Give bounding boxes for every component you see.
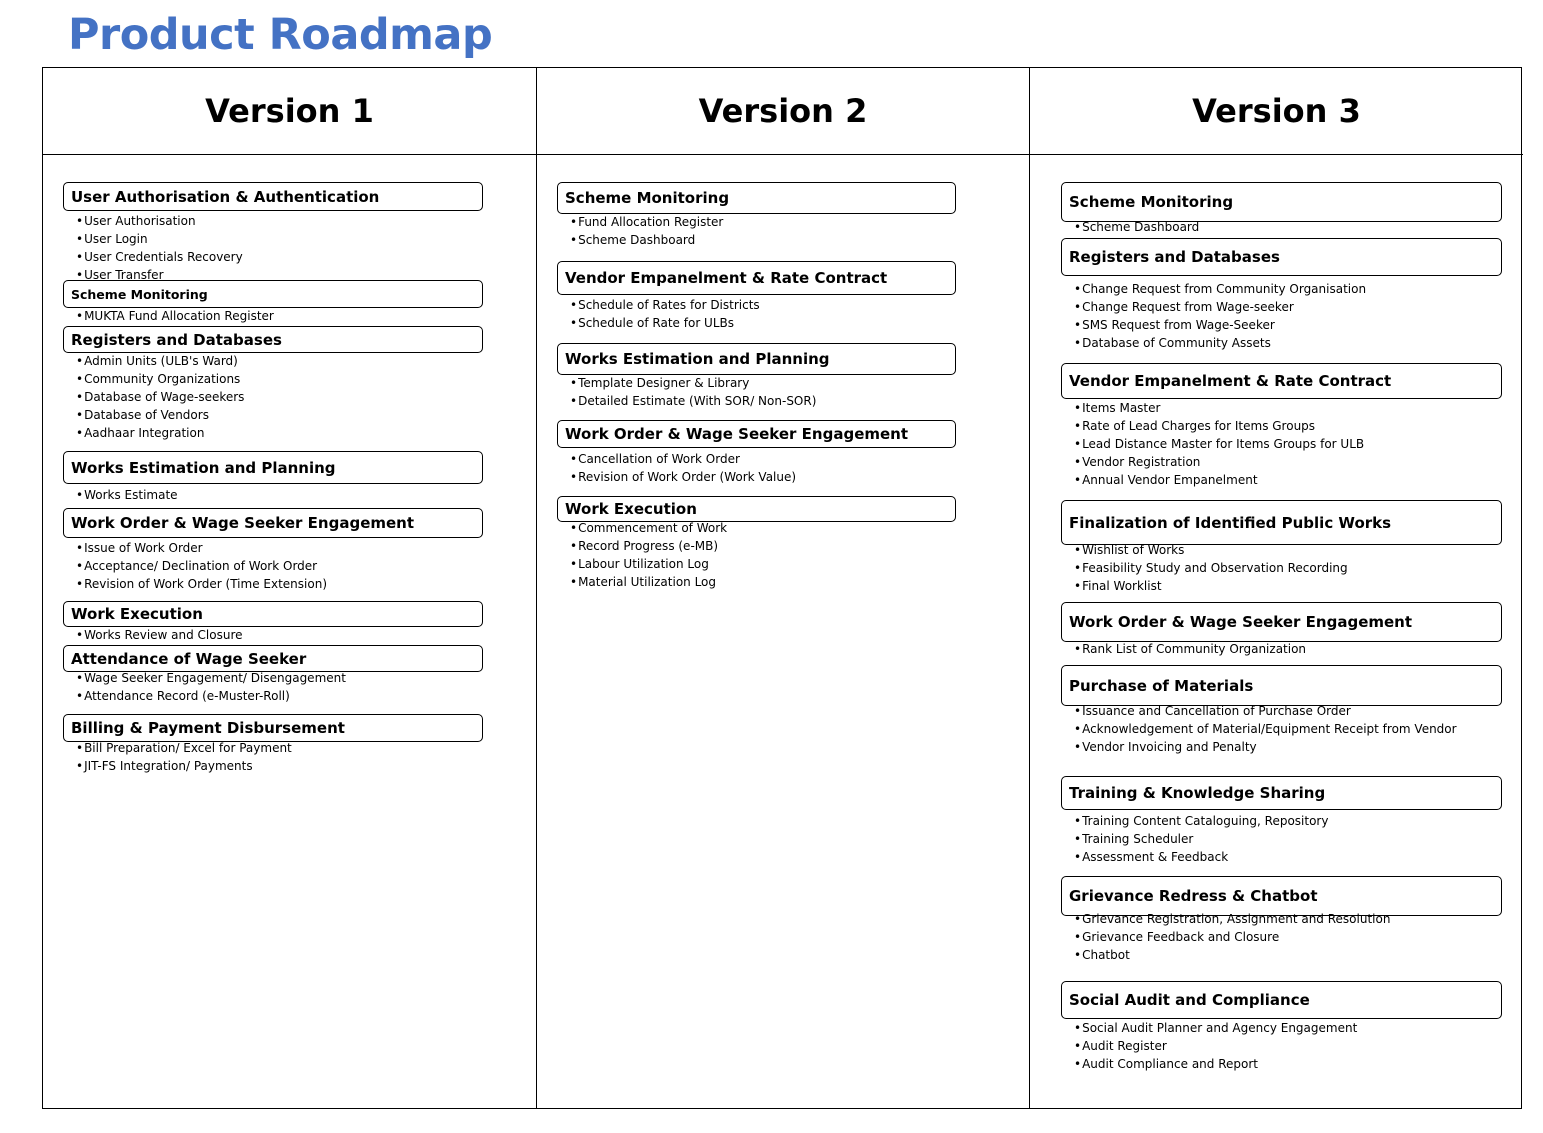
feature-group-title: Scheme Monitoring <box>63 280 483 308</box>
feature-item: • Audit Compliance and Report <box>1074 1055 1357 1073</box>
feature-list <box>1074 702 1457 756</box>
feature-group-title: Work Order & Wage Seeker Engagement <box>557 420 956 448</box>
feature-item: • Acknowledgement of Material/Equipment Receipt from Vendor <box>1074 720 1457 738</box>
feature-list <box>570 213 723 249</box>
feature-group-title: Finalization of Identified Public Works <box>1061 500 1502 545</box>
feature-item: • Social Audit Planner and Agency Engagement <box>1074 1019 1357 1037</box>
feature-group-title: Grievance Redress & Chatbot <box>1061 876 1502 916</box>
feature-group-title: Vendor Empanelment & Rate Contract <box>1061 363 1502 399</box>
feature-group-title: Works Estimation and Planning <box>63 451 483 484</box>
feature-item: • Aadhaar Integration <box>76 424 244 442</box>
version-2-column <box>536 68 1029 1108</box>
feature-item: • Vendor Invoicing and Penalty <box>1074 738 1457 756</box>
feature-group-title: Registers and Databases <box>1061 238 1502 276</box>
feature-item: • Community Organizations <box>76 370 244 388</box>
feature-item: • Change Request from Community Organisation <box>1074 280 1366 298</box>
version-heading: Version 3 <box>1030 68 1523 155</box>
feature-item: • Items Master <box>1074 399 1364 417</box>
feature-list <box>1074 399 1364 489</box>
feature-item: • Training Content Cataloguing, Repository <box>1074 812 1328 830</box>
feature-list <box>570 374 816 410</box>
feature-item: • Schedule of Rates for Districts <box>570 296 760 314</box>
version-3-column <box>1029 68 1523 1108</box>
feature-item: • Rank List of Community Organization <box>1074 640 1306 658</box>
roadmap-table <box>42 67 1522 1109</box>
feature-group-title: Social Audit and Compliance <box>1061 981 1502 1019</box>
feature-list <box>76 739 292 775</box>
feature-item: • Cancellation of Work Order <box>570 450 796 468</box>
feature-item: • Revision of Work Order (Time Extension) <box>76 575 327 593</box>
feature-group-title: Attendance of Wage Seeker <box>63 645 483 672</box>
feature-list <box>1074 280 1366 352</box>
feature-item: • Commencement of Work <box>570 519 727 537</box>
feature-list <box>76 307 274 325</box>
feature-item: • Database of Vendors <box>76 406 244 424</box>
feature-list <box>1074 541 1348 595</box>
feature-group-title: Works Estimation and Planning <box>557 343 956 375</box>
feature-list <box>1074 910 1390 964</box>
page-title: Product Roadmap <box>68 10 493 60</box>
feature-item: • Material Utilization Log <box>570 573 727 591</box>
feature-item: • Bill Preparation/ Excel for Payment <box>76 739 292 757</box>
feature-list <box>76 626 243 644</box>
feature-list <box>1074 812 1328 866</box>
feature-item: • Detailed Estimate (With SOR/ Non-SOR) <box>570 392 816 410</box>
feature-item: • Grievance Registration, Assignment and Resolution <box>1074 910 1390 928</box>
feature-item: • Rate of Lead Charges for Items Groups <box>1074 417 1364 435</box>
feature-item: • Change Request from Wage-seeker <box>1074 298 1366 316</box>
feature-item: • Assessment & Feedback <box>1074 848 1328 866</box>
feature-item: • Record Progress (e-MB) <box>570 537 727 555</box>
feature-item: • Attendance Record (e-Muster-Roll) <box>76 687 346 705</box>
feature-item: • Wage Seeker Engagement/ Disengagement <box>76 669 346 687</box>
feature-group-title: Vendor Empanelment & Rate Contract <box>557 261 956 295</box>
feature-item: • Fund Allocation Register <box>570 213 723 231</box>
feature-list <box>1074 218 1199 236</box>
feature-group-title: Scheme Monitoring <box>1061 182 1502 222</box>
feature-list <box>1074 640 1306 658</box>
feature-list <box>570 450 796 486</box>
feature-item: • Admin Units (ULB's Ward) <box>76 352 244 370</box>
feature-item: • User Login <box>76 230 243 248</box>
feature-list <box>1074 1019 1357 1073</box>
feature-list <box>76 352 244 442</box>
feature-item: • Acceptance/ Declination of Work Order <box>76 557 327 575</box>
feature-item: • Grievance Feedback and Closure <box>1074 928 1390 946</box>
feature-list <box>570 519 727 591</box>
feature-group-title: Work Order & Wage Seeker Engagement <box>1061 602 1502 642</box>
feature-item: • Chatbot <box>1074 946 1390 964</box>
feature-item: • JIT-FS Integration/ Payments <box>76 757 292 775</box>
feature-item: • Lead Distance Master for Items Groups for ULB <box>1074 435 1364 453</box>
feature-group-title: Registers and Databases <box>63 326 483 353</box>
feature-list <box>76 669 346 705</box>
feature-item: • Wishlist of Works <box>1074 541 1348 559</box>
feature-item: • MUKTA Fund Allocation Register <box>76 307 274 325</box>
feature-item: • User Credentials Recovery <box>76 248 243 266</box>
feature-item: • Works Estimate <box>76 486 178 504</box>
feature-item: • User Authorisation <box>76 212 243 230</box>
feature-item: • Schedule of Rate for ULBs <box>570 314 760 332</box>
version-heading: Version 1 <box>43 68 536 155</box>
feature-item: • Vendor Registration <box>1074 453 1364 471</box>
feature-group-title: Work Execution <box>557 496 956 522</box>
feature-item: • Template Designer & Library <box>570 374 816 392</box>
feature-item: • User Transfer <box>76 266 243 284</box>
version-heading: Version 2 <box>537 68 1029 155</box>
feature-item: • Issue of Work Order <box>76 539 327 557</box>
feature-item: • SMS Request from Wage-Seeker <box>1074 316 1366 334</box>
feature-item: • Labour Utilization Log <box>570 555 727 573</box>
feature-item: • Annual Vendor Empanelment <box>1074 471 1364 489</box>
feature-group-title: Work Execution <box>63 601 483 627</box>
feature-item: • Final Worklist <box>1074 577 1348 595</box>
feature-group-title: Billing & Payment Disbursement <box>63 714 483 742</box>
feature-item: • Revision of Work Order (Work Value) <box>570 468 796 486</box>
feature-group-title: Purchase of Materials <box>1061 665 1502 706</box>
feature-item: • Scheme Dashboard <box>1074 218 1199 236</box>
feature-item: • Scheme Dashboard <box>570 231 723 249</box>
feature-item: • Database of Community Assets <box>1074 334 1366 352</box>
feature-group-title: Training & Knowledge Sharing <box>1061 776 1502 810</box>
feature-item: • Database of Wage-seekers <box>76 388 244 406</box>
feature-list <box>76 539 327 593</box>
feature-item: • Feasibility Study and Observation Recording <box>1074 559 1348 577</box>
feature-group-title: User Authorisation & Authentication <box>63 182 483 211</box>
feature-item: • Works Review and Closure <box>76 626 243 644</box>
feature-group-title: Scheme Monitoring <box>557 182 956 214</box>
version-1-column <box>43 68 536 1108</box>
feature-list <box>76 486 178 504</box>
feature-item: • Issuance and Cancellation of Purchase Order <box>1074 702 1457 720</box>
feature-list <box>76 212 243 284</box>
feature-item: • Training Scheduler <box>1074 830 1328 848</box>
feature-item: • Audit Register <box>1074 1037 1357 1055</box>
feature-group-title: Work Order & Wage Seeker Engagement <box>63 508 483 538</box>
feature-list <box>570 296 760 332</box>
